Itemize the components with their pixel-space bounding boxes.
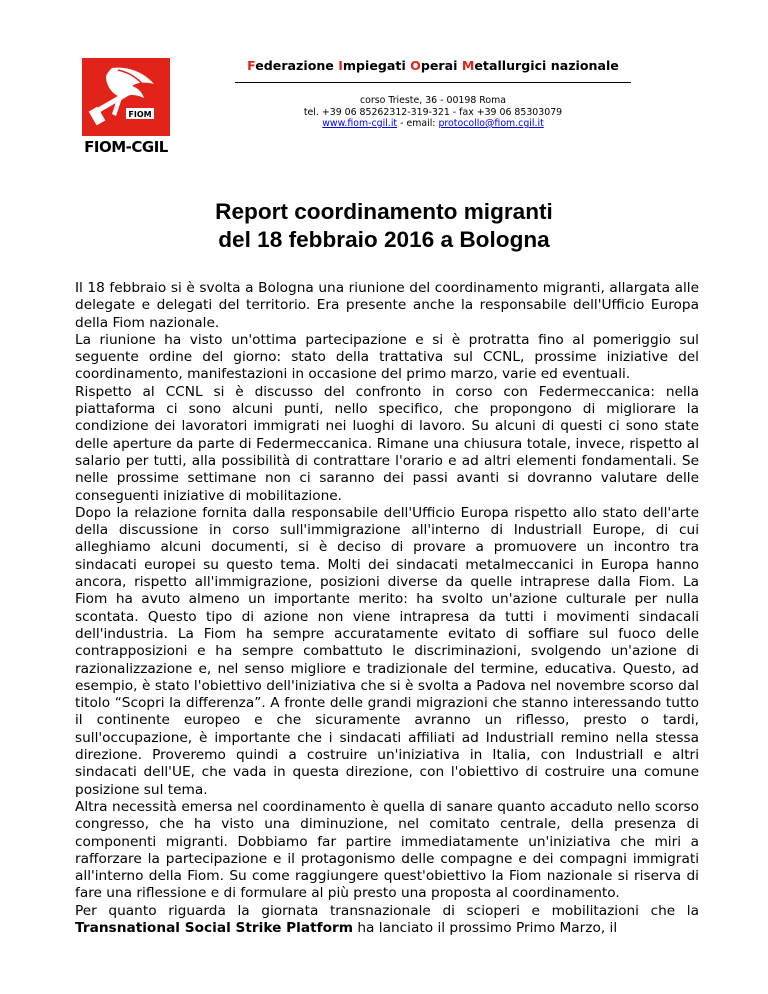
paragraph-6-end: ha lanciato il prossimo Primo Marzo, il	[353, 919, 618, 936]
fiom-badge-text: FIOM	[128, 110, 152, 119]
website-link[interactable]: www.fiom-cgil.it	[322, 118, 398, 129]
paragraph-6-start: Per quanto riguarda la giornata transnazionale di scioperi e mobilitazioni che la	[75, 902, 699, 919]
logo-label: FIOM-CGIL	[84, 138, 168, 156]
contact-links	[228, 118, 638, 130]
platform-name: Transnational Social Strike Platform	[75, 919, 354, 936]
report-body	[75, 280, 699, 937]
org-word-f: ederazione	[255, 58, 339, 73]
email-link[interactable]: protocollo@fiom.cgil.it	[438, 118, 544, 129]
paragraph-3: Rispetto al CCNL si è discusso del confronto in corso con Federmeccanica: nella piattaforma ci sono alcuni punti, nello specifico, che propongono di migliorare la condizione dei lavoratori immigrati nei luoghi di lavoro. Su alcuni di questi ci sono state delle aperture da parte di Federmeccanica. Rimane una chiusura totale, invece, rispetto al salario per tutti, alla possibilità di contrattare l'orario e ad altri elementi fondamentali. Se nelle prossime settimane non ci saranno dei passi avanti si dovranno valutare delle conseguenti iniziative di mobilitazione.	[75, 383, 699, 504]
fiom-emblem	[82, 58, 170, 136]
paragraph-1: Il 18 febbraio si è svolta a Bologna una riunione del coordinamento migranti, allargata alle delegate e delegati del territorio. Era presente anche la responsabile dell'Ufficio Europa della Fiom nazionale.	[75, 280, 699, 331]
paragraph-5: Altra necessità emersa nel coordinamento è quella di sanare quanto accaduto nello scorso congresso, che ha visto una diminuzione, nel comitato centrale, della presenza di componenti migranti. Dobbiamo far partire immediatamente un'iniziativa che miri a rafforzare la partecipazione e il protagonismo delle compagne e dei compagni immigrati all'interno della Fiom. Su come raggiungere quest'obiettivo la Fiom nazionale si riserva di fare una riflessione e di formulare al più presto una proposta al coordinamento.	[75, 798, 699, 902]
report-title	[0, 198, 768, 254]
postal-address: corso Trieste, 36 - 00198 Roma	[360, 95, 506, 106]
org-word-i: mpiegati	[342, 58, 411, 73]
letterhead-divider	[235, 82, 631, 83]
org-initial-f: F	[247, 58, 256, 73]
org-word-m: etallurgici nazionale	[474, 58, 619, 73]
org-initial-o: O	[410, 58, 421, 73]
paragraph-4: Dopo la relazione fornita dalla responsabile dell'Ufficio Europa rispetto allo stato dell'arte della discussione in corso sull'immigrazione all'interno di Industriall Europe, di cui alleghiamo alcuni documenti, si è deciso di provare a promuovere un incontro tra sindacati europei su questo tema. Molti dei sindacati metalmeccanici in Europa hanno ancora, rispetto all'immigrazione, posizioni diverse da quelle intraprese dalla Fiom. La Fiom ha avuto almeno un importante merito: ha svolto un'azione culturale per nulla scontata. Questo tipo di azione non viene intrapresa da tutti i movimenti sindacali dell'industria. La Fiom ha sempre accuratamente evitato di soffiare sul fuoco delle contrapposizioni e ha sempre combattuto le discriminazioni, svolgendo un'azione di razionalizzazione e, nel senso migliore e tradizionale del termine, educativa. Questo, ad esempio, è stato l'obiettivo dell'iniziativa che si è svolta a Padova nel novembre scorso dal titolo “Scopri la differenza”. A fronte delle grandi migrazioni che stanno interessando tutto il continente europeo e che sicuramente avranno un riflesso, presto o tardi, sull'occupazione, è importante che i sindacati affiliati ad Industriall remino nella stessa direzione. Proveremo quindi a costruire un'iniziativa in Italia, con Industriall e altri sindacati dell'UE, che vada in questa direzione, con l'obiettivo di costruire una comune posizione sul tema.	[75, 504, 699, 798]
org-word-o: perai	[420, 58, 462, 73]
letterhead	[228, 58, 638, 130]
phone-fax: tel. +39 06 85262312-319-321 - fax +39 06 85303079	[303, 106, 563, 118]
org-initial-m: M	[461, 58, 475, 73]
hammer-pen-icon	[82, 58, 170, 136]
paragraph-2: La riunione ha visto un'ottima partecipazione e si è protratta fino al pomeriggio sul seguente ordine del giorno: stato della trattativa sul CCNL, prossime iniziative del coordinamento, manifestazioni in occasione del primo marzo, varie ed eventuali.	[75, 331, 699, 383]
email-label: - email:	[397, 118, 439, 129]
fiom-cgil-logo	[82, 58, 170, 158]
paragraph-6	[75, 903, 699, 938]
title-line-2: del 18 febbraio 2016 a Bologna	[218, 227, 550, 252]
organization-name	[228, 58, 638, 73]
org-initial-i: I	[338, 58, 343, 73]
title-line-1: Report coordinamento migranti	[215, 199, 553, 224]
